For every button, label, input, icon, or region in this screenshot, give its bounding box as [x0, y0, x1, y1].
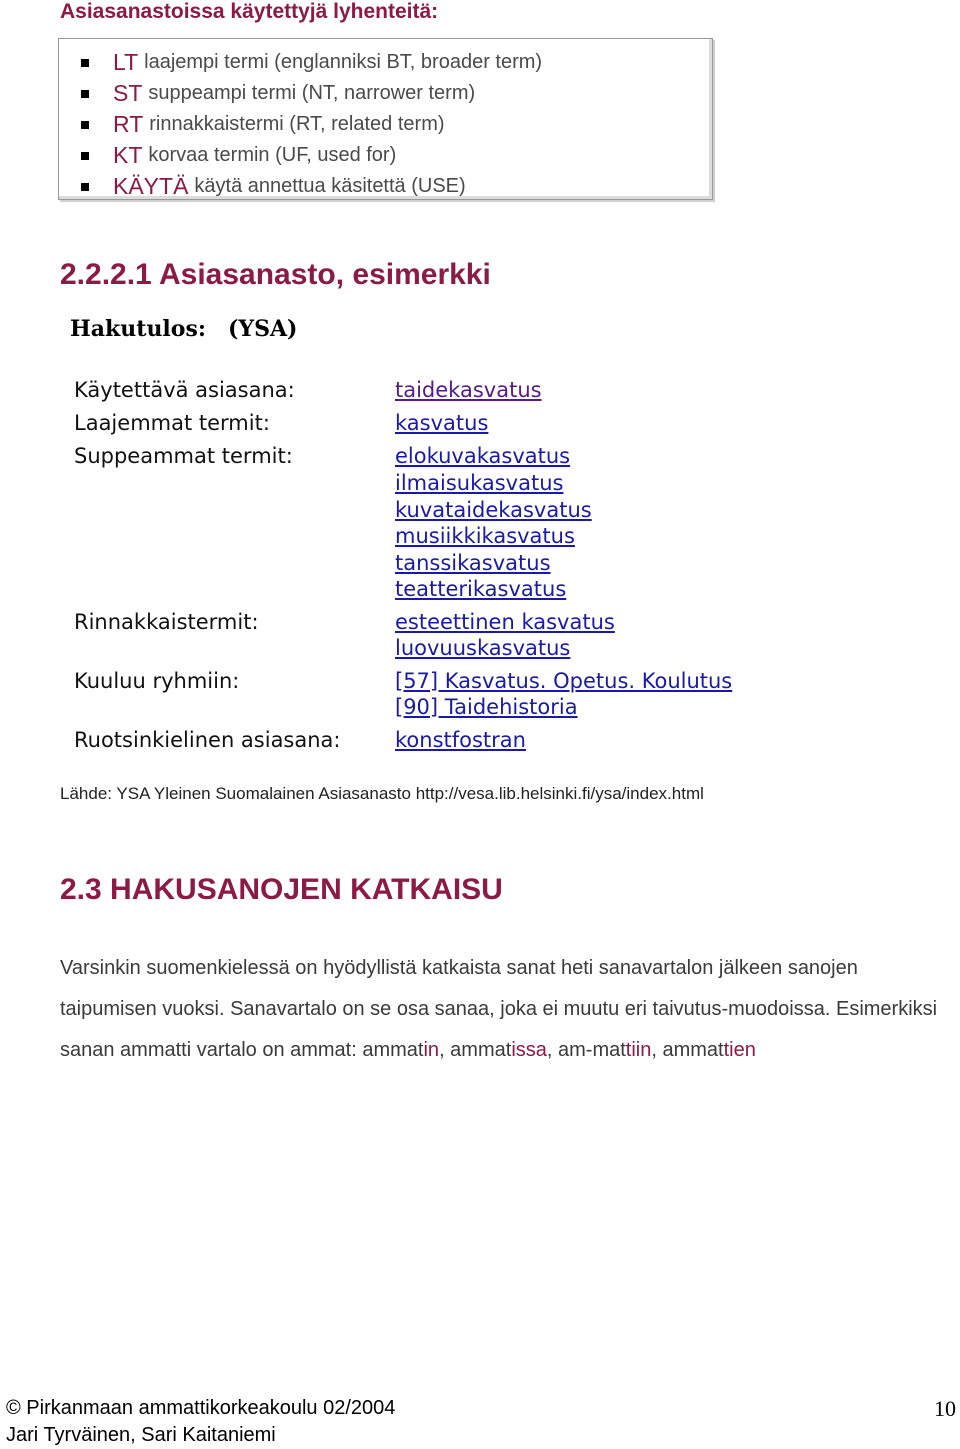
body-paragraph [60, 948, 940, 1071]
link-group[interactable]: [57] Kasvatus. Opetus. Koulutus [395, 669, 733, 693]
search-result-screenshot [60, 312, 820, 762]
abbreviation-code: RT [113, 111, 144, 137]
link-narrower-term[interactable]: tanssikasvatus [395, 551, 551, 575]
square-bullet-icon [81, 183, 89, 191]
section-heading-truncation: 2.3 HAKUSANOJEN KATKAISU [60, 873, 503, 906]
abbreviation-text: korvaa termin (UF, used for) [148, 144, 397, 166]
abbreviation-code: ST [113, 80, 143, 106]
abbreviations-list [81, 47, 542, 202]
inflection-ending: in [423, 1039, 440, 1061]
square-bullet-icon [81, 152, 89, 160]
link-narrower-term[interactable]: musiikkikasvatus [395, 524, 575, 548]
abbreviation-code: LT [113, 49, 139, 75]
square-bullet-icon [81, 121, 89, 129]
inflection-ending: issa [511, 1039, 547, 1061]
link-related-term[interactable]: luovuuskasvatus [395, 636, 571, 660]
link-narrower-term[interactable]: teatterikasvatus [395, 577, 567, 601]
paragraph-text: Varsinkin suomenkielessä on hyödyllistä katkaista sanat heti sanavartalon jälkeen sanojen taipumisen vuoksi. Sanavartalo on se osa sanaa, joka ei muutu eri taivutus-muodoissa. Esimerkiksi sanan ammatti vartalo on ammat: ammat [60, 957, 938, 1061]
source-citation: Lähde: YSA Yleinen Suomalainen Asiasanasto http://vesa.lib.helsinki.fi/ysa/index.html [60, 784, 704, 803]
list-item [81, 78, 542, 109]
field-label-narrower-terms: Suppeammat termit: [74, 444, 293, 468]
inflection-ending: tien [723, 1039, 756, 1061]
list-item [81, 171, 542, 202]
link-related-term[interactable]: esteettinen kasvatus [395, 610, 615, 634]
abbreviations-box [58, 38, 713, 200]
link-preferred-term[interactable]: taidekasvatus [395, 378, 542, 402]
field-label-preferred-term: Käytettävä asiasana: [74, 378, 295, 402]
link-narrower-term[interactable]: elokuvakasvatus [395, 444, 571, 468]
paragraph-text: , ammat [439, 1039, 512, 1061]
section-heading-example: 2.2.2.1 Asiasanasto, esimerkki [60, 258, 491, 291]
link-narrower-term[interactable]: kuvataidekasvatus [395, 498, 592, 522]
field-label-broader-terms: Laajemmat termit: [74, 411, 270, 435]
list-item [81, 109, 542, 140]
field-label-swedish-term: Ruotsinkielinen asiasana: [74, 728, 341, 752]
abbreviation-code: KÄYTÄ [113, 173, 189, 199]
footer-copyright: © Pirkanmaan ammattikorkeakoulu 02/2004 [6, 1397, 396, 1419]
footer [6, 1395, 395, 1449]
abbreviation-text: suppeampi termi (NT, narrower term) [148, 82, 476, 104]
search-result-title-source: (YSA) [227, 316, 298, 342]
link-narrower-term[interactable]: ilmaisukasvatus [395, 471, 564, 495]
paragraph-text: , am-mat [546, 1039, 626, 1061]
list-item [81, 140, 542, 171]
abbreviation-code: KT [113, 142, 143, 168]
search-result-title-label: Hakutulos: [70, 316, 206, 342]
link-swedish-term[interactable]: konstfostran [395, 728, 526, 752]
field-label-related-terms: Rinnakkaistermit: [74, 610, 259, 634]
link-group[interactable]: [90] Taidehistoria [395, 695, 578, 719]
abbreviation-text: rinnakkaistermi (RT, related term) [149, 113, 445, 135]
abbreviations-heading: Asiasanastoissa käytettyjä lyhenteitä: [60, 0, 439, 23]
abbreviation-text: laajempi termi (englanniksi BT, broader term) [144, 51, 543, 73]
search-result-title [70, 316, 297, 342]
page-number: 10 [934, 1396, 956, 1421]
inflection-ending: tiin [625, 1039, 652, 1061]
abbreviation-text: käytä annettua käsitettä (USE) [194, 175, 466, 197]
list-item [81, 47, 542, 78]
paragraph-text: , ammat [651, 1039, 724, 1061]
square-bullet-icon [81, 59, 89, 67]
link-broader-term[interactable]: kasvatus [395, 411, 489, 435]
footer-authors: Jari Tyrväinen, Sari Kaitaniemi [6, 1424, 276, 1446]
field-label-groups: Kuuluu ryhmiin: [74, 669, 240, 693]
square-bullet-icon [81, 90, 89, 98]
